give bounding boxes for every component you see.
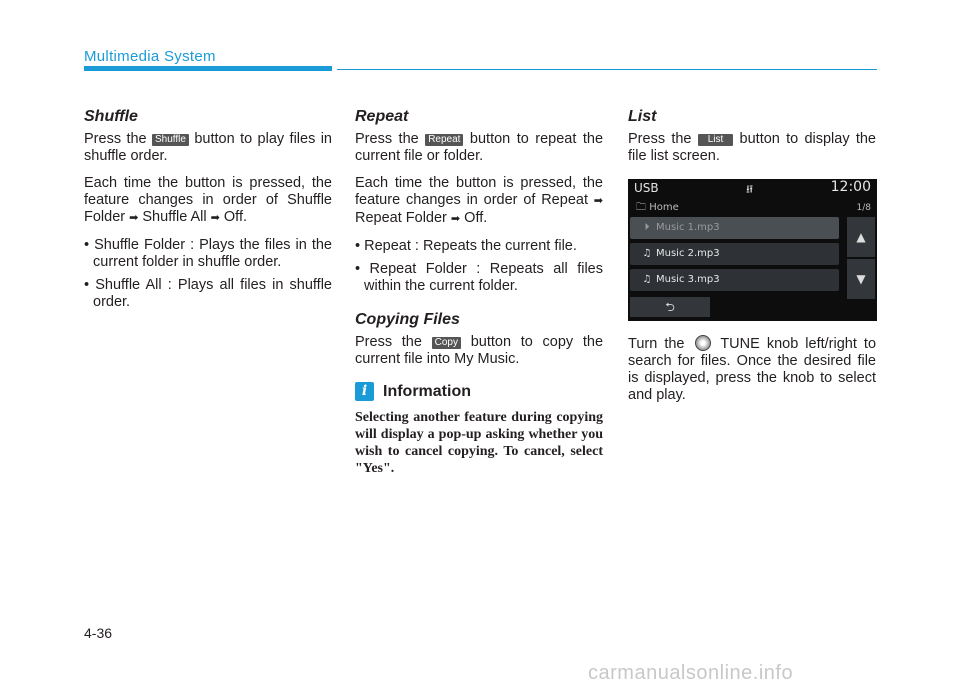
track-item[interactable]	[630, 217, 839, 239]
copying-paragraph	[355, 334, 603, 368]
text: Press the	[355, 334, 422, 350]
repeat-paragraph-2	[355, 175, 603, 228]
copying-heading: Copying Files	[355, 311, 460, 328]
header-rule-thick	[84, 66, 332, 71]
list-paragraph-2	[628, 335, 876, 404]
screen-source: USB	[634, 181, 659, 195]
text: Each time the button is pressed, the feature changes in order of Shuffle Folder	[84, 175, 332, 225]
header-title: Multimedia System	[84, 48, 216, 65]
folder-icon: 🗀	[636, 202, 646, 213]
track-label: Music 1.mp3	[656, 222, 720, 233]
screen-page-indicator: 1/8	[856, 203, 871, 213]
shuffle-paragraph-1	[84, 131, 332, 165]
music-note-icon: ♫	[642, 248, 652, 259]
text: Press the	[84, 131, 147, 147]
arrow-up-icon[interactable]: ▲	[847, 217, 875, 257]
bullet-shuffle-all: • Shuffle All : Plays all files in shuffle order.	[84, 277, 332, 310]
bullet-repeat: • Repeat : Repeats the current file.	[355, 238, 577, 254]
play-icon: ⏵	[644, 222, 650, 233]
list-heading: List	[628, 108, 657, 125]
information-header	[355, 382, 603, 401]
usb-list-screen	[628, 179, 877, 321]
shuffle-paragraph-2	[84, 175, 332, 227]
info-icon: i	[355, 382, 374, 401]
screen-folder	[636, 199, 679, 216]
track-item[interactable]	[630, 269, 839, 291]
tune-knob-icon	[695, 335, 711, 351]
list-paragraph-1	[628, 131, 876, 165]
text: Off.	[464, 210, 488, 226]
text: button to display the file list screen.	[628, 131, 876, 164]
repeat-button: Repeat	[425, 134, 463, 146]
column-shuffle	[84, 108, 332, 317]
column-list	[628, 108, 876, 414]
music-note-icon: ♫	[642, 274, 652, 285]
text: Shuffle All	[142, 209, 207, 225]
shuffle-button: Shuffle	[152, 134, 189, 146]
watermark: carmanualsonline.info	[588, 662, 794, 684]
copy-button: Copy	[432, 337, 461, 349]
text: button to play files in shuffle order.	[84, 131, 332, 164]
arrow-right-icon: ➡	[129, 212, 139, 224]
back-icon[interactable]: ⮌	[630, 297, 710, 317]
usb-icon: ⭿	[746, 183, 754, 196]
repeat-heading: Repeat	[355, 108, 409, 125]
bullet-repeat-folder: • Repeat Folder : Repeats all files within the current folder.	[355, 261, 603, 294]
text: Press the	[628, 131, 692, 147]
text: Press the	[355, 131, 419, 147]
header-rule-thin	[337, 69, 877, 70]
arrow-right-icon: ➡	[210, 212, 220, 224]
text: Turn the	[628, 336, 685, 352]
arrow-right-icon: ➡	[450, 213, 461, 225]
arrow-right-icon: ➡	[593, 195, 604, 207]
text: Off.	[223, 209, 248, 225]
text: button to repeat the current file or folder.	[355, 131, 604, 164]
page-number: 4-36	[84, 625, 113, 641]
track-label: Music 2.mp3	[656, 248, 720, 259]
text: TUNE knob left/right to search for files. Once the desired file is displayed, press the knob to select and play.	[628, 336, 877, 403]
repeat-paragraph-1	[355, 131, 603, 165]
screen-time: 12:00	[830, 179, 871, 195]
text: button to copy the current file into My Music.	[355, 334, 604, 367]
track-label: Music 3.mp3	[656, 274, 720, 285]
information-text: Selecting another feature during copying will display a pop-up asking whether you wish to cancel copying. To cancel, select "Yes".	[355, 410, 603, 476]
information-title: Information	[383, 383, 471, 400]
track-item[interactable]	[630, 243, 839, 265]
folder-label: Home	[649, 202, 679, 213]
column-repeat	[355, 108, 603, 477]
bullet-shuffle-folder: • Shuffle Folder : Plays the files in the current folder in shuffle order.	[84, 237, 332, 270]
arrow-down-icon[interactable]: ▼	[847, 259, 875, 299]
text: Repeat Folder	[355, 210, 447, 226]
text: Each time the button is pressed, the feature changes in order of Repeat	[355, 175, 603, 208]
screen-status-bar	[628, 179, 877, 197]
shuffle-heading: Shuffle	[84, 108, 138, 125]
list-button: List	[698, 134, 734, 146]
